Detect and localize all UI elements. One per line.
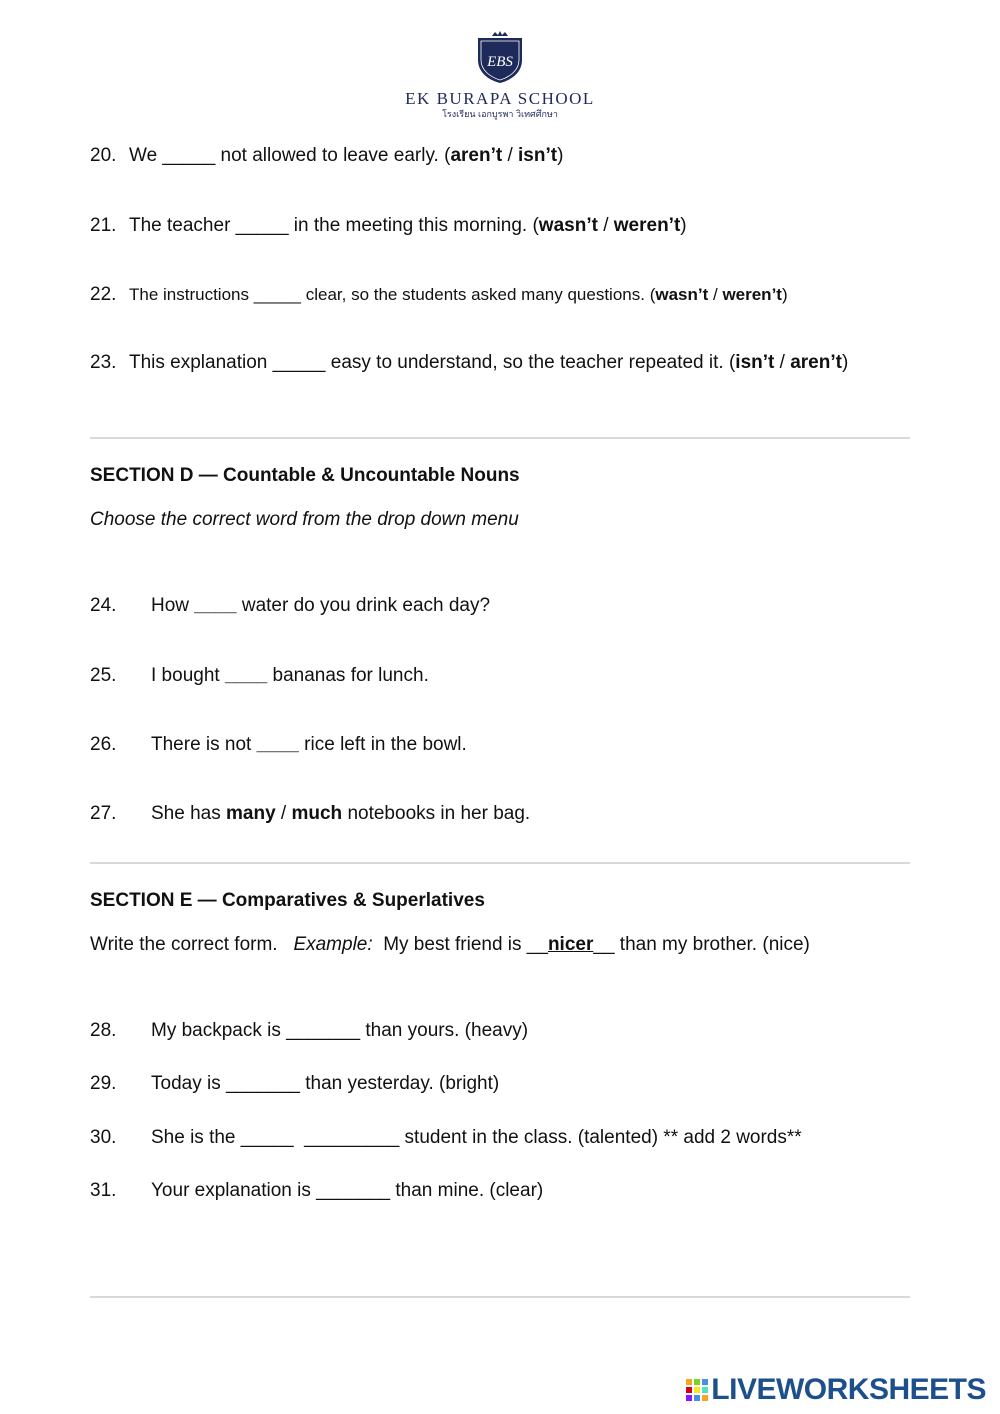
divider	[90, 437, 910, 439]
school-name-thai: โรงเรียน เอกบูรพา วิเทศศึกษา	[442, 109, 558, 119]
dropdown-blank[interactable]: ____	[194, 595, 237, 616]
section-d-instruction: Choose the correct word from the drop down menu	[90, 509, 519, 530]
option-many[interactable]: many	[226, 803, 276, 824]
school-crest-icon	[474, 30, 526, 84]
crest-letters: EBS	[487, 54, 513, 70]
question-26: 26. There is not ____ rice left in the bowl.	[90, 734, 467, 755]
option-much[interactable]: much	[291, 803, 343, 824]
divider	[90, 1296, 910, 1298]
question-30: 30. She is the _____ _________ student in the class. (talented) ** add 2 words**	[90, 1127, 802, 1148]
question-29: 29. Today is _______ than yesterday. (bright)	[90, 1073, 500, 1094]
section-d-title: SECTION D — Countable & Uncountable Nouns	[90, 465, 520, 486]
liveworksheets-icon	[685, 1378, 709, 1402]
school-name: EK BURAPA SCHOOL	[405, 89, 595, 108]
section-e-instruction: Write the correct form. Example: My best friend is __nicer__ than my brother. (nice)	[90, 934, 810, 955]
option-isnt: isn’t	[735, 352, 775, 373]
option-werent: weren’t	[613, 215, 681, 236]
dropdown-blank[interactable]: ____	[224, 665, 268, 686]
example-label: Example:	[293, 934, 373, 955]
question-22: 22. The instructions _____ clear, so the students asked many questions. (wasn’t / weren’t)	[90, 284, 788, 305]
example-answer: nicer	[547, 934, 594, 955]
question-28: 28. My backpack is _______ than yours. (heavy)	[90, 1020, 529, 1041]
liveworksheets-logo[interactable]	[685, 1374, 986, 1406]
question-24: 24. How ____ water do you drink each day?	[90, 595, 491, 616]
option-wasnt: wasn’t	[538, 215, 598, 236]
option-isnt: isn’t	[518, 145, 558, 166]
option-werent: weren’t	[722, 285, 782, 304]
school-logo	[0, 30, 1000, 119]
question-20: 20. We _____ not allowed to leave early. (aren’t / isn’t)	[90, 145, 564, 166]
answer-field[interactable]: She is the _____ _________ student in the class. (talented) ** add 2 words**	[151, 1127, 802, 1148]
option-wasnt: wasn’t	[655, 285, 709, 304]
question-31: 31. Your explanation is _______ than mine. (clear)	[90, 1180, 544, 1201]
divider	[90, 862, 910, 864]
question-25: 25. I bought ____ bananas for lunch.	[90, 665, 429, 686]
option-arent: aren’t	[790, 352, 842, 373]
question-23: 23. This explanation _____ easy to understand, so the teacher repeated it. (isn’t / aren’t)	[90, 352, 849, 373]
answer-field[interactable]: Your explanation is _______ than mine. (clear)	[151, 1180, 544, 1201]
option-arent: aren’t	[450, 145, 503, 166]
answer-field[interactable]: My backpack is _______ than yours. (heavy)	[151, 1020, 529, 1041]
question-27: 27. She has many / much notebooks in her bag.	[90, 803, 531, 824]
section-e-title: SECTION E — Comparatives & Superlatives	[90, 890, 485, 911]
question-21: 21. The teacher _____ in the meeting this morning. (wasn’t / weren’t)	[90, 215, 687, 236]
answer-field[interactable]: Today is _______ than yesterday. (bright)	[151, 1073, 500, 1094]
liveworksheets-brand: LIVEWORKSHEETS	[711, 1373, 986, 1406]
dropdown-blank[interactable]: ____	[256, 734, 299, 755]
